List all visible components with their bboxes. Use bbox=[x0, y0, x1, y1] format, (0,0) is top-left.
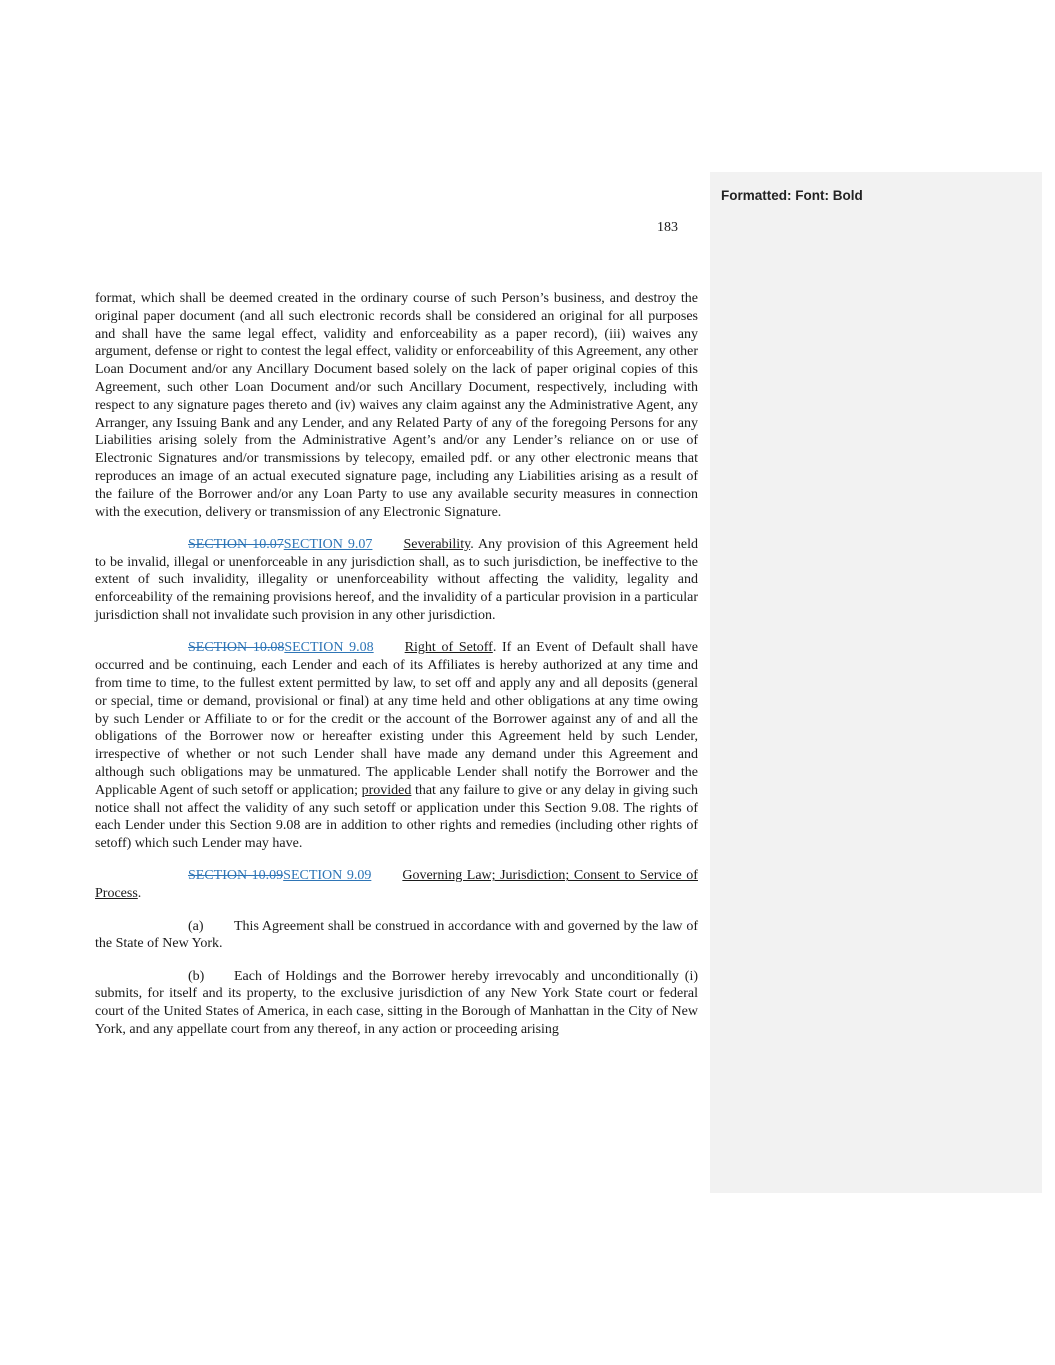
document-body bbox=[95, 290, 698, 1053]
paragraph-text: Each of Holdings and the Borrower hereby irrevocably and unconditionally (i) submits, for itself and its property, to the exclusive jurisdiction of any New York State court or federal court of the United States of America, in each case, sitting in the Borough of Manhattan in the City of New York, and any appellate court from any thereof, in any action or proceeding arising bbox=[95, 968, 698, 1037]
paragraph-label: (a) bbox=[188, 918, 204, 934]
section-title-end: . bbox=[137, 886, 142, 902]
paragraph-continuation: format, which shall be deemed created in the ordinary course of such Person’s business, and destroy the original paper document (and all such electronic records shall be considered an original for all purposes and shall have the same legal effect, validity and enforceability as a paper record), (iii) waives any argument, defense or right to contest the legal effect, validity or enforceability of this Agreement, any other Loan Document and/or any Ancillary Document based solely on the lack of paper original copies of this Agreement, such other Loan Document and/or such Ancillary Document, respectively, including with respect to any signature pages thereto and (iv) waives any claim against any the Administrative Agent, any Arranger, any Issuing Bank and any Lender, and any Related Party of any of the foregoing Persons for any Liabilities arising solely from the Administrative Agent’s and/or any Lender’s reliance on or use of Electronic Signatures and/or transmissions by telecopy, emailed pdf. or any other electronic means that reproduces an image of an actual executed signature page, including any Liabilities arising as a result of the failure of the Borrower and/or any Loan Party to use any available security measures in connection with the execution, delivery or transmission of any Electronic Signature. bbox=[95, 291, 698, 520]
deleted-section-number: SECTION 10.07 bbox=[188, 536, 284, 552]
formatted-comment[interactable]: Formatted: Font: Bold bbox=[721, 188, 863, 203]
section-body: . Any provision of this Agreement held to be invalid, illegal or unenforceable in any jurisdiction shall, as to such jurisdiction, be ineffective to the extent of such invalidity, illegality or unenforceability without affecting the validity, legality and enforceability of the remaining provisions hereof, and the invalidity of a particular provision in a particular jurisdiction shall not invalidate such provision in any other jurisdiction. bbox=[95, 536, 698, 624]
section-9-07 bbox=[95, 536, 698, 625]
inserted-section-number: SECTION 9.09 bbox=[283, 868, 372, 884]
paragraph-text: This Agreement shall be construed in accordance with and governed by the law of the State of New York. bbox=[95, 918, 698, 952]
comment-pane bbox=[710, 172, 1042, 1193]
deleted-section-number: SECTION 10.08 bbox=[188, 640, 285, 656]
paragraph-b bbox=[95, 968, 698, 1039]
inserted-section-number: SECTION 9.07 bbox=[283, 536, 373, 552]
paragraph-a bbox=[95, 918, 698, 954]
provided-term: provided bbox=[361, 782, 412, 798]
paragraph-label: (b) bbox=[188, 968, 205, 984]
inserted-section-number: SECTION 9.08 bbox=[284, 640, 374, 656]
deleted-section-number: SECTION 10.09 bbox=[188, 868, 284, 884]
section-9-08 bbox=[95, 639, 698, 853]
section-9-09 bbox=[95, 867, 698, 903]
page-number: 183 bbox=[657, 220, 678, 235]
section-title: Right of Setoff bbox=[404, 640, 493, 656]
section-body-continued: that any failure to give or any delay in giving such notice shall not affect the validity of any such setoff or application under this Section 9.08. The rights of each Lender under this Section 9.08 are in addition to other rights and remedies (including other rights of setoff) which such Lender may have. bbox=[95, 782, 698, 852]
section-title: Governing Law; Jurisdiction; Consent to Service of Process bbox=[95, 868, 698, 902]
section-title: Severability bbox=[403, 536, 471, 552]
section-body: . If an Event of Default shall have occurred and be continuing, each Lender and each of its Affiliates is hereby authorized at any time and from time to time, to the fullest extent permitted by law, to set off and apply any and all deposits (general or special, time or demand, provisional or final) at any time held and other obligations at any time owing by such Lender or Affiliate to or for the credit or the account of the Borrower against any of and all the obligations of the Borrower now or hereafter existing under this Agreement held by such Lender, irrespective of whether or not such Lender shall have made any demand under this Agreement and although such obligations may be unmatured. The applicable Lender shall notify the Borrower and the Applicable Agent of such setoff or application; bbox=[95, 640, 698, 798]
